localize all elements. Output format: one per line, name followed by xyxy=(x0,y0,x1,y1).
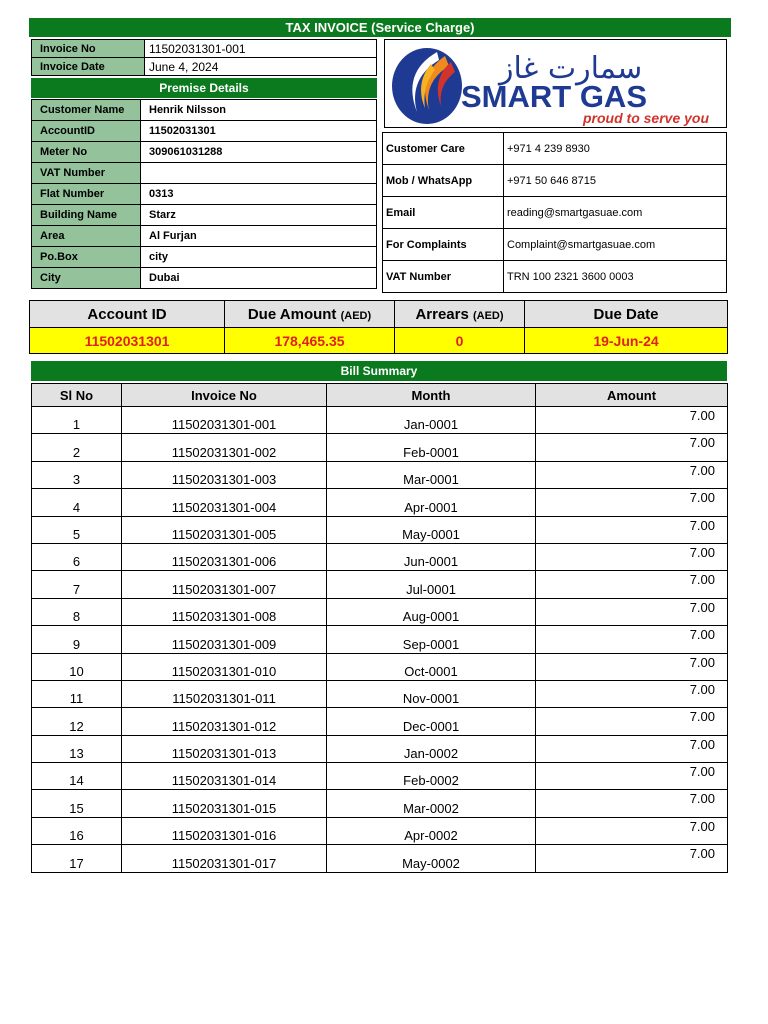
bill-amount: 7.00 xyxy=(536,407,728,434)
account-id-header: Account ID xyxy=(30,301,225,328)
bill-invoice-no: 11502031301-013 xyxy=(122,735,327,762)
contact-row xyxy=(383,197,727,229)
premise-label: City xyxy=(32,268,141,289)
bill-month: Sep-0001 xyxy=(327,626,536,653)
bill-sl-no: 2 xyxy=(32,434,122,461)
bill-summary-table xyxy=(31,383,728,873)
table-row xyxy=(32,708,728,735)
contact-value: Complaint@smartgasuae.com xyxy=(504,229,727,261)
invoice-number-label: Invoice No xyxy=(32,40,145,58)
bill-sl-no: 11 xyxy=(32,680,122,707)
bill-month: Dec-0001 xyxy=(327,708,536,735)
bill-sl-no: 8 xyxy=(32,598,122,625)
premise-row xyxy=(32,121,377,142)
contact-value: +971 50 646 8715 xyxy=(504,165,727,197)
table-row xyxy=(32,434,728,461)
bill-sl-no: 3 xyxy=(32,461,122,488)
contact-row xyxy=(383,261,727,293)
bill-amount: 7.00 xyxy=(536,708,728,735)
table-row xyxy=(32,407,728,434)
bill-month: Jul-0001 xyxy=(327,571,536,598)
logo-arabic-text: سمارت غاز xyxy=(499,51,643,86)
account-summary-header-row xyxy=(30,301,728,328)
bill-month: Apr-0002 xyxy=(327,817,536,844)
contact-value: reading@smartgasuae.com xyxy=(504,197,727,229)
premise-label: Meter No xyxy=(32,142,141,163)
bill-month: Aug-0001 xyxy=(327,598,536,625)
logo-tagline-text: proud to serve you xyxy=(583,110,710,126)
bill-amount: 7.00 xyxy=(536,735,728,762)
bill-month: Apr-0001 xyxy=(327,489,536,516)
premise-label: Po.Box xyxy=(32,247,141,268)
bill-invoice-no: 11502031301-017 xyxy=(122,845,327,872)
smart-gas-logo xyxy=(384,39,727,128)
premise-row xyxy=(32,163,377,184)
col-header-invoice-no: Invoice No xyxy=(122,384,327,407)
bill-invoice-no: 11502031301-004 xyxy=(122,489,327,516)
bill-amount: 7.00 xyxy=(536,626,728,653)
bill-amount: 7.00 xyxy=(536,516,728,543)
bill-summary-header: Bill Summary xyxy=(31,361,727,381)
col-header-amount: Amount xyxy=(536,384,728,407)
table-row xyxy=(32,817,728,844)
bill-sl-no: 6 xyxy=(32,543,122,570)
col-header-sl-no: Sl No xyxy=(32,384,122,407)
premise-details-table xyxy=(31,99,377,289)
table-row xyxy=(32,626,728,653)
bill-sl-no: 9 xyxy=(32,626,122,653)
premise-row xyxy=(32,268,377,289)
bill-invoice-no: 11502031301-011 xyxy=(122,680,327,707)
contact-label: For Complaints xyxy=(383,229,504,261)
table-row xyxy=(32,489,728,516)
bill-invoice-no: 11502031301-001 xyxy=(122,407,327,434)
premise-row xyxy=(32,247,377,268)
table-row xyxy=(32,735,728,762)
arrears-value: 0 xyxy=(395,328,525,354)
contact-row xyxy=(383,229,727,261)
premise-label: Area xyxy=(32,226,141,247)
bill-month: May-0001 xyxy=(327,516,536,543)
bill-sl-no: 1 xyxy=(32,407,122,434)
premise-label: Customer Name xyxy=(32,100,141,121)
due-date-value: 19-Jun-24 xyxy=(525,328,728,354)
bill-invoice-no: 11502031301-003 xyxy=(122,461,327,488)
bill-invoice-no: 11502031301-015 xyxy=(122,790,327,817)
bill-invoice-no: 11502031301-005 xyxy=(122,516,327,543)
document-title: TAX INVOICE (Service Charge) xyxy=(29,18,731,37)
contact-label: Email xyxy=(383,197,504,229)
bill-amount: 7.00 xyxy=(536,434,728,461)
bill-month: Mar-0002 xyxy=(327,790,536,817)
bill-invoice-no: 11502031301-009 xyxy=(122,626,327,653)
bill-amount: 7.00 xyxy=(536,571,728,598)
invoice-meta-table xyxy=(31,39,377,76)
bill-amount: 7.00 xyxy=(536,680,728,707)
bill-invoice-no: 11502031301-006 xyxy=(122,543,327,570)
bill-amount: 7.00 xyxy=(536,845,728,872)
bill-amount: 7.00 xyxy=(536,461,728,488)
contact-label: VAT Number xyxy=(383,261,504,293)
premise-row xyxy=(32,205,377,226)
premise-value: 11502031301 xyxy=(141,121,377,142)
premise-value: Al Furjan xyxy=(141,226,377,247)
bill-sl-no: 4 xyxy=(32,489,122,516)
logo-name-text: SMART GAS xyxy=(461,79,647,114)
account-id-value: 11502031301 xyxy=(30,328,225,354)
bill-amount: 7.00 xyxy=(536,543,728,570)
bill-month: Feb-0002 xyxy=(327,763,536,790)
account-summary-value-row xyxy=(30,328,728,354)
contact-row xyxy=(383,165,727,197)
bill-amount: 7.00 xyxy=(536,763,728,790)
premise-value: 309061031288 xyxy=(141,142,377,163)
invoice-number-value: 11502031301-001 xyxy=(145,40,377,58)
table-row xyxy=(32,543,728,570)
bill-amount: 7.00 xyxy=(536,790,728,817)
premise-value xyxy=(141,163,377,184)
account-summary-table xyxy=(29,300,728,354)
bill-month: Oct-0001 xyxy=(327,653,536,680)
bill-month: Jan-0001 xyxy=(327,407,536,434)
premise-details-header: Premise Details xyxy=(31,78,377,98)
contact-row xyxy=(383,133,727,165)
premise-row xyxy=(32,142,377,163)
table-row xyxy=(32,653,728,680)
bill-header-row xyxy=(32,384,728,407)
bill-sl-no: 5 xyxy=(32,516,122,543)
bill-invoice-no: 11502031301-014 xyxy=(122,763,327,790)
table-row xyxy=(32,790,728,817)
arrears-header: Arrears (AED) xyxy=(395,301,525,328)
invoice-date-row xyxy=(32,58,377,76)
premise-label: Flat Number xyxy=(32,184,141,205)
premise-row xyxy=(32,184,377,205)
premise-value: 0313 xyxy=(141,184,377,205)
bill-sl-no: 10 xyxy=(32,653,122,680)
contact-table xyxy=(382,132,727,293)
premise-row xyxy=(32,100,377,121)
bill-month: Mar-0001 xyxy=(327,461,536,488)
invoice-date-label: Invoice Date xyxy=(32,58,145,76)
bill-sl-no: 13 xyxy=(32,735,122,762)
col-header-month: Month xyxy=(327,384,536,407)
due-amount-header: Due Amount (AED) xyxy=(225,301,395,328)
premise-value: Dubai xyxy=(141,268,377,289)
table-row xyxy=(32,598,728,625)
table-row xyxy=(32,680,728,707)
table-row xyxy=(32,461,728,488)
contact-value: +971 4 239 8930 xyxy=(504,133,727,165)
bill-invoice-no: 11502031301-016 xyxy=(122,817,327,844)
bill-month: Jan-0002 xyxy=(327,735,536,762)
due-date-header: Due Date xyxy=(525,301,728,328)
bill-amount: 7.00 xyxy=(536,489,728,516)
bill-month: Feb-0001 xyxy=(327,434,536,461)
bill-month: May-0002 xyxy=(327,845,536,872)
invoice-number-row xyxy=(32,40,377,58)
bill-sl-no: 15 xyxy=(32,790,122,817)
flame-logo-icon xyxy=(385,40,726,127)
table-row xyxy=(32,516,728,543)
bill-amount: 7.00 xyxy=(536,598,728,625)
bill-sl-no: 16 xyxy=(32,817,122,844)
invoice-date-value: June 4, 2024 xyxy=(145,58,377,76)
contact-label: Customer Care xyxy=(383,133,504,165)
bill-invoice-no: 11502031301-008 xyxy=(122,598,327,625)
bill-invoice-no: 11502031301-002 xyxy=(122,434,327,461)
bill-sl-no: 17 xyxy=(32,845,122,872)
premise-label: AccountID xyxy=(32,121,141,142)
contact-label: Mob / WhatsApp xyxy=(383,165,504,197)
bill-sl-no: 7 xyxy=(32,571,122,598)
bill-amount: 7.00 xyxy=(536,653,728,680)
bill-sl-no: 12 xyxy=(32,708,122,735)
bill-invoice-no: 11502031301-007 xyxy=(122,571,327,598)
bill-month: Nov-0001 xyxy=(327,680,536,707)
bill-invoice-no: 11502031301-012 xyxy=(122,708,327,735)
bill-month: Jun-0001 xyxy=(327,543,536,570)
bill-sl-no: 14 xyxy=(32,763,122,790)
table-row xyxy=(32,845,728,872)
premise-row xyxy=(32,226,377,247)
bill-invoice-no: 11502031301-010 xyxy=(122,653,327,680)
premise-label: Building Name xyxy=(32,205,141,226)
premise-value: Henrik Nilsson xyxy=(141,100,377,121)
premise-value: city xyxy=(141,247,377,268)
premise-value: Starz xyxy=(141,205,377,226)
due-amount-value: 178,465.35 xyxy=(225,328,395,354)
table-row xyxy=(32,763,728,790)
table-row xyxy=(32,571,728,598)
contact-value: TRN 100 2321 3600 0003 xyxy=(504,261,727,293)
premise-label: VAT Number xyxy=(32,163,141,184)
bill-amount: 7.00 xyxy=(536,817,728,844)
